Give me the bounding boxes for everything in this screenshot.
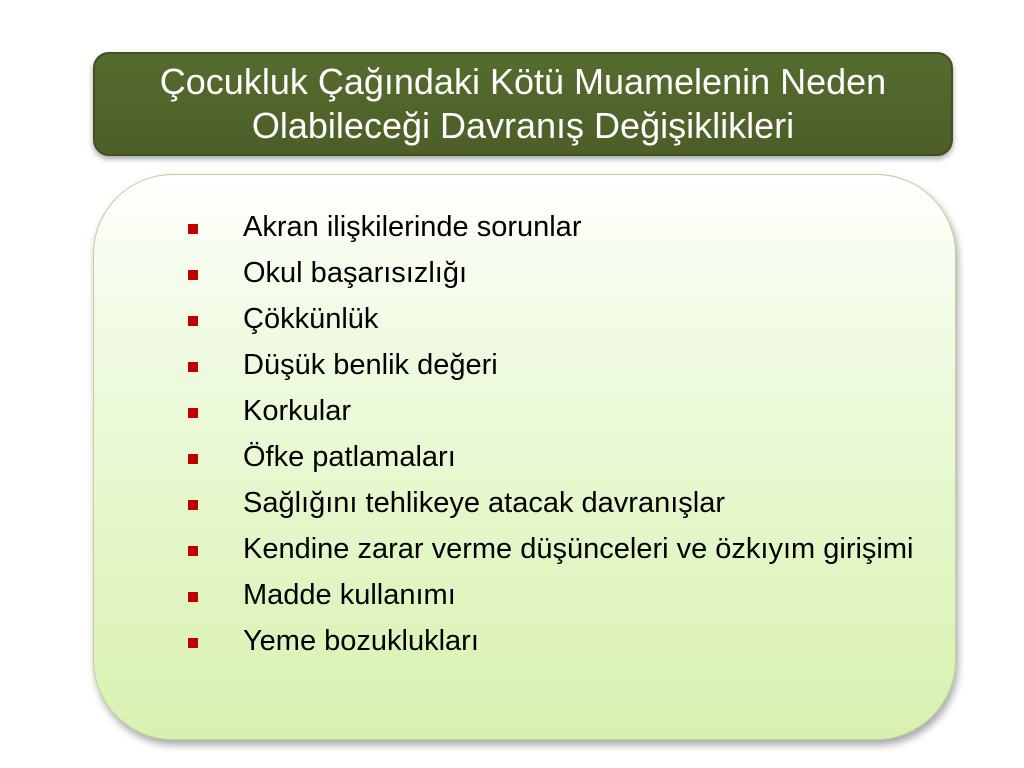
list-item-text: Okul başarısızlığı bbox=[243, 257, 468, 289]
square-bullet-icon bbox=[188, 408, 198, 418]
title-line-2: Olabileceği Davranış Değişiklikleri bbox=[251, 105, 795, 146]
list-item bbox=[188, 486, 918, 521]
list-item bbox=[188, 348, 918, 383]
list-item-text: Yeme bozuklukları bbox=[243, 625, 479, 657]
list-item bbox=[188, 578, 918, 613]
list-item-text: Korkular bbox=[243, 395, 351, 427]
square-bullet-icon bbox=[188, 362, 198, 372]
square-bullet-icon bbox=[188, 546, 198, 556]
square-bullet-icon bbox=[188, 638, 198, 648]
list-item bbox=[188, 394, 918, 429]
list-item-text: Çökkünlük bbox=[243, 303, 379, 335]
list-item-text: Sağlığını tehlikeye atacak davranışlar bbox=[243, 487, 725, 519]
list-item bbox=[188, 624, 918, 659]
square-bullet-icon bbox=[188, 500, 198, 510]
square-bullet-icon bbox=[188, 592, 198, 602]
list-item-text: Öfke patlamaları bbox=[243, 441, 456, 473]
square-bullet-icon bbox=[188, 316, 198, 326]
title-line-1: Çocukluk Çağındaki Kötü Muamelenin Neden bbox=[159, 61, 887, 102]
slide-title bbox=[113, 60, 933, 148]
list-item-text: Akran ilişkilerinde sorunlar bbox=[243, 211, 582, 243]
list-item bbox=[188, 256, 918, 291]
list-item bbox=[188, 302, 918, 337]
list-item-text: Kendine zarar verme düşünceleri ve özkıyım girişimi bbox=[243, 533, 914, 565]
title-box bbox=[93, 52, 953, 156]
bullet-list bbox=[188, 210, 918, 670]
square-bullet-icon bbox=[188, 454, 198, 464]
square-bullet-icon bbox=[188, 270, 198, 280]
square-bullet-icon bbox=[188, 224, 198, 234]
list-item-text: Düşük benlik değeri bbox=[243, 349, 498, 381]
list-item bbox=[188, 532, 918, 567]
list-item bbox=[188, 210, 918, 245]
list-item-text: Madde kullanımı bbox=[243, 579, 456, 611]
list-item bbox=[188, 440, 918, 475]
